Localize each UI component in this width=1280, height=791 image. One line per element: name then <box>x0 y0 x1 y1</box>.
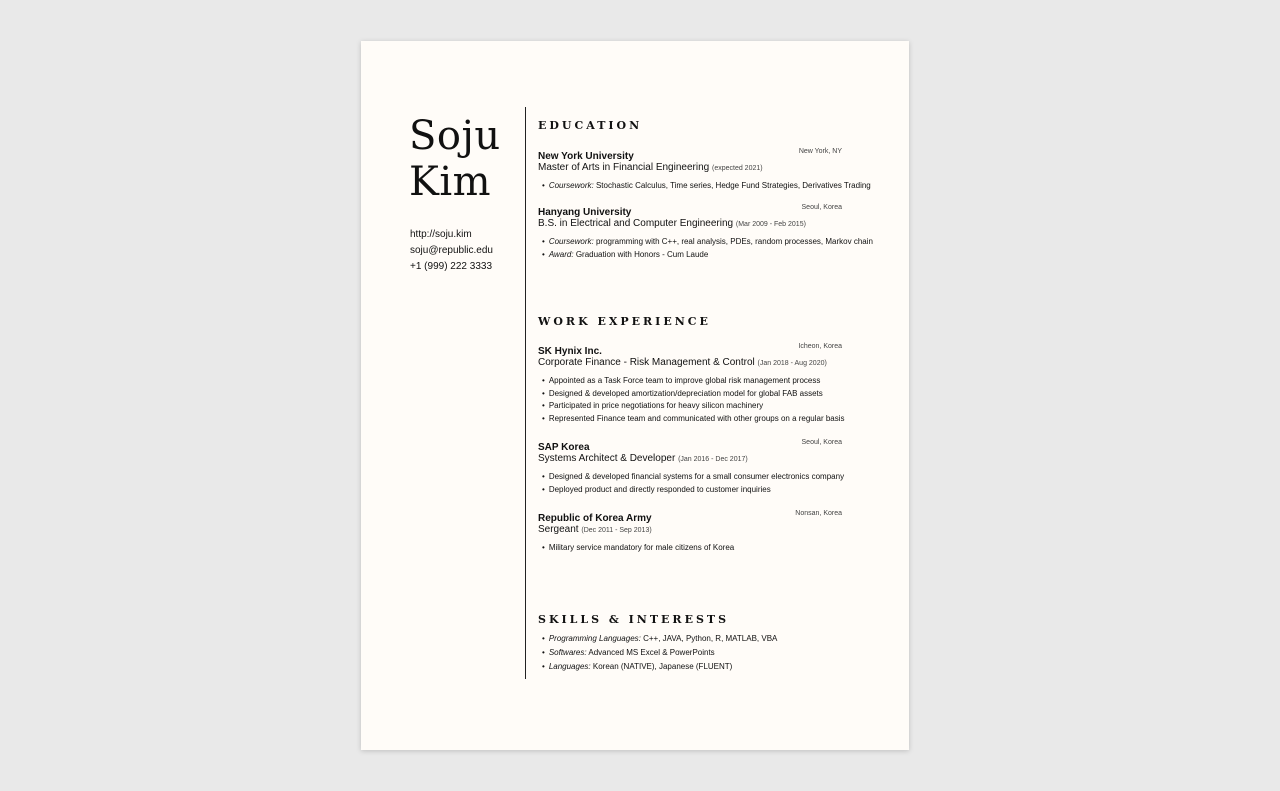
work-entry <box>538 341 844 425</box>
work-entry <box>538 508 844 555</box>
bullet-text: C++, JAVA, Python, R, MATLAB, VBA <box>643 634 778 643</box>
work-entry <box>538 437 844 496</box>
list-item: • Represented Finance team and communicated with other groups on a regular basis <box>542 413 844 426</box>
list-item <box>542 180 871 193</box>
dates: (expected 2021) <box>711 165 763 172</box>
bullet-label: Award: <box>548 249 574 259</box>
resume-page <box>361 41 909 750</box>
location: Seoul, Korea <box>801 204 842 211</box>
list-item <box>542 632 844 646</box>
role-line <box>538 523 844 538</box>
list-item: • Designed & developed financial systems for a small consumer electronics company <box>542 471 844 484</box>
location: Nonsan, Korea <box>795 510 842 517</box>
education-entry <box>538 202 873 261</box>
role-line <box>538 356 844 371</box>
list-item: • Deployed product and directly responded to customer inquiries <box>542 484 844 497</box>
bullet-label: Coursework: <box>548 237 594 246</box>
job-title: Systems Architect & Developer <box>538 453 676 464</box>
list-item: • Designed & developed amortization/depreciation model for global FAB assets <box>542 388 844 401</box>
degree: Master of Arts in Financial Engineering <box>538 162 710 173</box>
bullet-text: Korean (NATIVE), Japanese (FLUENT) <box>592 662 733 671</box>
dates: (Dec 2011 - Sep 2013) <box>581 527 652 534</box>
last-name: Kim <box>409 159 492 205</box>
education-heading: EDUCATION <box>538 119 643 132</box>
role-line <box>538 161 844 176</box>
bullet-list <box>538 542 844 555</box>
dates: (Jan 2016 - Dec 2017) <box>678 456 748 463</box>
dates: (Jan 2018 - Aug 2020) <box>757 360 827 367</box>
bullet-label: Softwares: <box>548 648 587 657</box>
bullet-list <box>538 180 871 193</box>
org-name: SAP Korea <box>538 442 590 453</box>
phone-number: +1 (999) 222 3333 <box>410 261 493 272</box>
skills-heading: SKILLS & INTERESTS <box>538 613 730 626</box>
person-name <box>409 113 501 205</box>
education-entry <box>538 146 871 193</box>
role-line <box>538 452 844 467</box>
org-name: Hanyang University <box>538 207 632 218</box>
job-title: Corporate Finance - Risk Management & Control <box>538 357 755 368</box>
job-title: Sergeant <box>538 524 579 535</box>
location: Seoul, Korea <box>801 439 842 446</box>
bullet-text: Advanced MS Excel & PowerPoints <box>588 648 715 657</box>
dates: (Mar 2009 - Feb 2015) <box>735 221 806 228</box>
website-link[interactable]: http://soju.kim <box>410 229 472 240</box>
org-name: Republic of Korea Army <box>538 513 652 524</box>
email-link[interactable]: soju@republic.edu <box>410 245 493 256</box>
role-line <box>538 217 844 232</box>
bullet-label: Programming Languages: <box>548 634 641 643</box>
bullet-text: Stochastic Calculus, Time series, Hedge Fund Strategies, Derivatives Trading <box>595 181 871 190</box>
first-name: Soju <box>409 113 501 159</box>
list-item: • Appointed as a Task Force team to improve global risk management process <box>542 375 844 388</box>
list-item <box>542 646 844 660</box>
contact-info <box>410 227 493 275</box>
divider-line <box>525 107 526 679</box>
org-name: SK Hynix Inc. <box>538 346 602 357</box>
org-name: New York University <box>538 151 634 162</box>
bullet-text: Graduation with Honors - Cum Laude <box>575 249 709 259</box>
bullet-list <box>538 375 844 425</box>
work-heading: WORK EXPERIENCE <box>538 315 711 328</box>
bullet-list <box>538 471 844 496</box>
skills-entry <box>538 630 844 674</box>
bullet-text: programming with C++, real analysis, PDEs, random processes, Markov chain <box>595 237 873 246</box>
location: New York, NY <box>798 148 842 155</box>
list-item <box>542 236 873 249</box>
bullet-label: Coursework: <box>548 181 594 190</box>
list-item: • Military service mandatory for male citizens of Korea <box>542 542 844 555</box>
list-item <box>542 660 844 674</box>
location: Icheon, Korea <box>798 343 842 350</box>
list-item <box>542 249 844 262</box>
bullet-list <box>538 236 873 261</box>
list-item: • Participated in price negotiations for heavy silicon machinery <box>542 400 844 413</box>
bullet-label: Languages: <box>548 662 591 671</box>
bullet-list <box>538 632 844 674</box>
degree: B.S. in Electrical and Computer Engineering <box>538 218 734 229</box>
